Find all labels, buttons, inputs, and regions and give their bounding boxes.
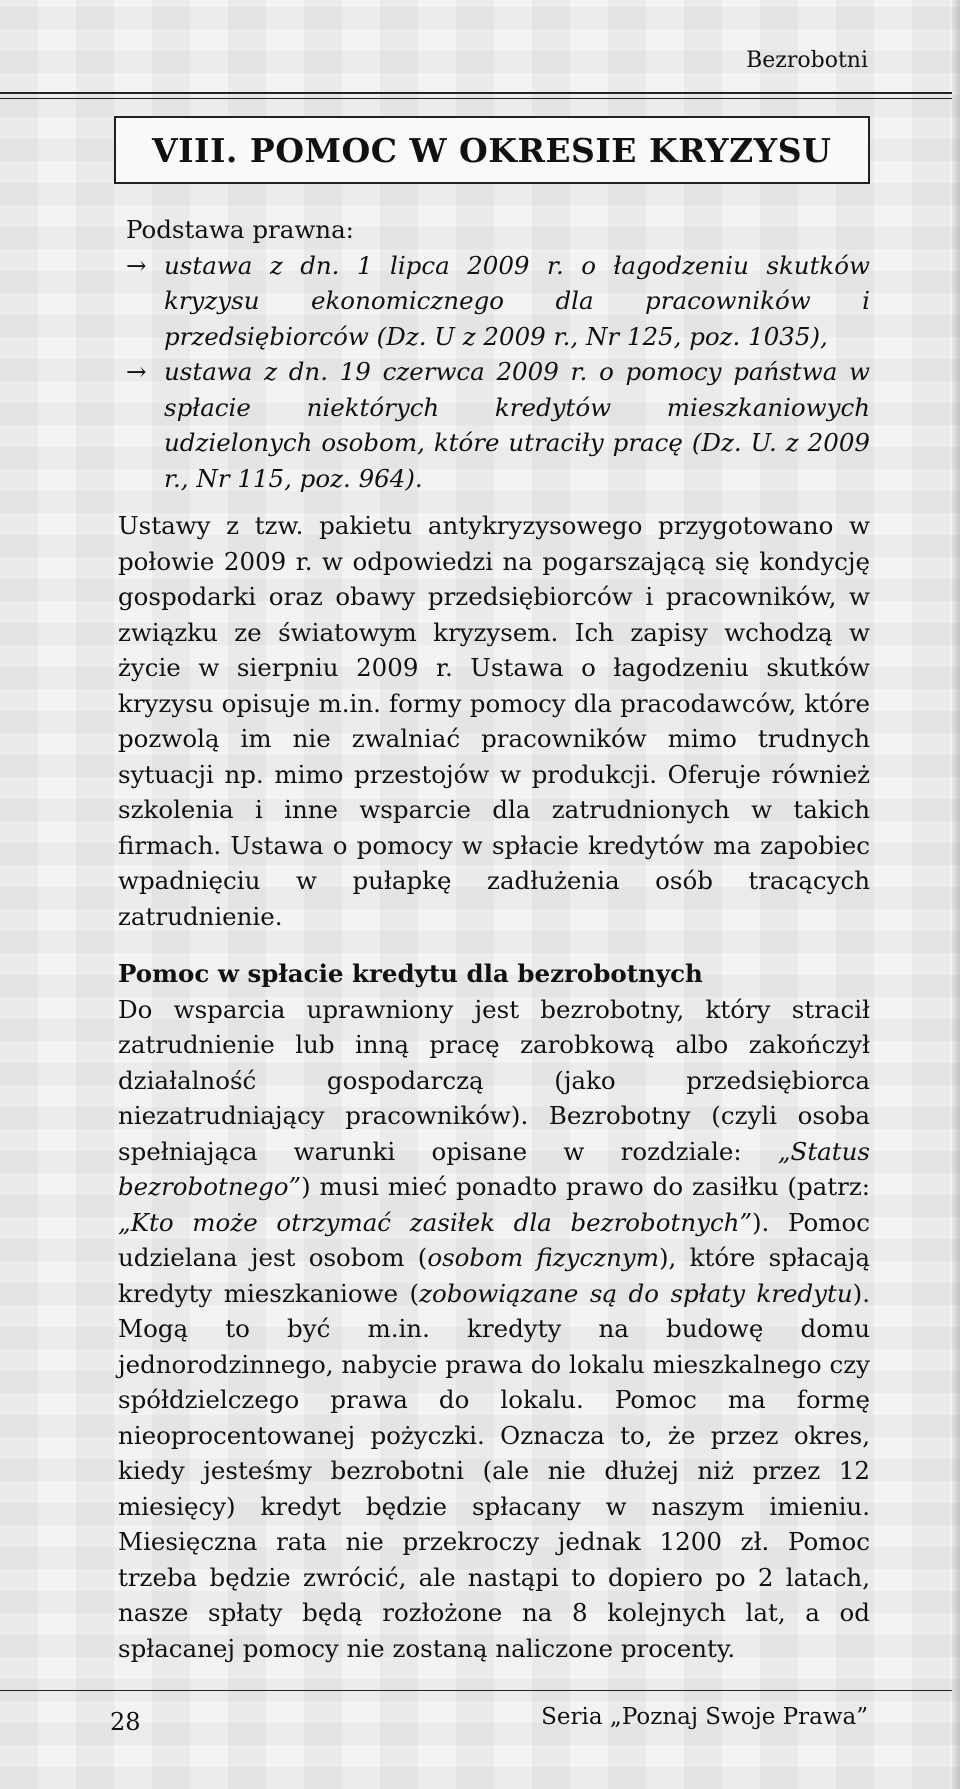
page-edge-shadow [952,0,960,1789]
footer-rule [0,1690,952,1691]
header-rule-thin [0,98,952,99]
header-rule [0,92,952,94]
series-title: Seria „Poznaj Swoje Prawa” [541,1704,868,1730]
section-text-run-italic: „Kto może otrzymać zasiłek dla bezrobotnych” [118,1207,752,1237]
section-text-run-italic: osobom fizycznym [427,1243,659,1272]
section-text-run: ). Pomoc udzielana jest osobom ( [118,1207,870,1272]
section-heading: Pomoc w spłacie kredytu dla bezrobotnych [118,959,703,988]
intro-paragraph: Ustawy z tzw. pakietu antykryzysowego przygotowano w połowie 2009 r. w odpowiedzi na pogarszającą się kondycję gospodarki oraz obawy przedsiębiorców i pracowników, w związku ze światowym kryzysem. Ich zapisy wchodzą w życie w sierpniu 2009 r. Ustawa o łagodzeniu skutków kryzysu opisuje m.in. formy pomocy dla pracodawców, które pozwolą im nie zwalniać pracowników mimo trudnych sytuacji np. mimo przestojów w produkcji. Oferuje również szkolenia i inne wsparcie dla zatrudnionych w takich firmach. Ustawa o pomocy w spłacie kredytów ma zapobiec wpadnięciu w pułapkę zadłużenia osób tracących zatrudnienie. [118,511,870,931]
section-text-run-italic: „Status bezrobotnego” [118,1136,870,1201]
page-number: 28 [110,1708,141,1736]
section-text-run: ). Mogą to być m.in. kredyty na budowę domu jednorodzinnego, nabycie prawa do lokalu mieszkalnego czy spółdzielczego prawa do lokalu. Pomoc ma formę nieoprocentowanej pożyczki. Oznacza to, że przez okres, kiedy jesteśmy bezrobotni (ale nie dłużej niż przez 12 miesięcy) kredyt będzie spłacany w naszym imieniu. Miesięczna rata nie przekroczy jednak 1200 zł. Pomoc trzeba będzie zwrócić, ale nastąpi to dopiero po 2 latach, nasze spłaty będą rozłożone na 8 kolejnych lat, a od spłacanej pomocy nie zostaną naliczone procenty. [118,1278,870,1663]
section-body [118,992,870,1667]
running-head: Bezrobotni [746,48,868,73]
legal-basis-item [118,354,870,496]
chapter-title-box [114,116,870,184]
arrow-right-icon: → [126,250,147,280]
section-text-run: ) musi mieć ponadto prawo do zasiłku (patrz: [301,1172,870,1201]
legal-basis-label: Podstawa prawna: [126,215,354,244]
section-text-run: ), które spłacają kredyty mieszkaniowe ( [118,1243,870,1308]
section-text-run-italic: zobowiązane są do spłaty kredytu [419,1278,853,1308]
section-text-run: Do wsparcia uprawniony jest bezrobotny, który stracił zatrudnienie lub inną pracę zarobkową albo zakończył działalność gospodarczą (jako przedsiębiorca niezatrudniający pracowników). Bezrobotny (czyli osoba spełniająca warunki opisane w rozdziale: [118,994,870,1166]
page-content [118,212,870,1666]
legal-basis-text: ustawa z dn. 1 lipca 2009 r. o łagodzeniu skutków kryzysu ekonomicznego dla pracowników i przedsiębiorców (Dz. U z 2009 r., Nr 125, poz. 1035), [164,250,870,351]
chapter-title: VIII. POMOC W OKRESIE KRYZYSU [152,130,832,170]
legal-basis-text: ustawa z dn. 19 czerwca 2009 r. o pomocy państwa w spłacie niektórych kredytów mieszkaniowych udzielonych osobom, które utraciły pracę (Dz. U. z 2009 r., Nr 115, poz. 964). [164,357,870,493]
arrow-right-icon: → [126,357,147,386]
legal-basis-item [118,248,870,355]
